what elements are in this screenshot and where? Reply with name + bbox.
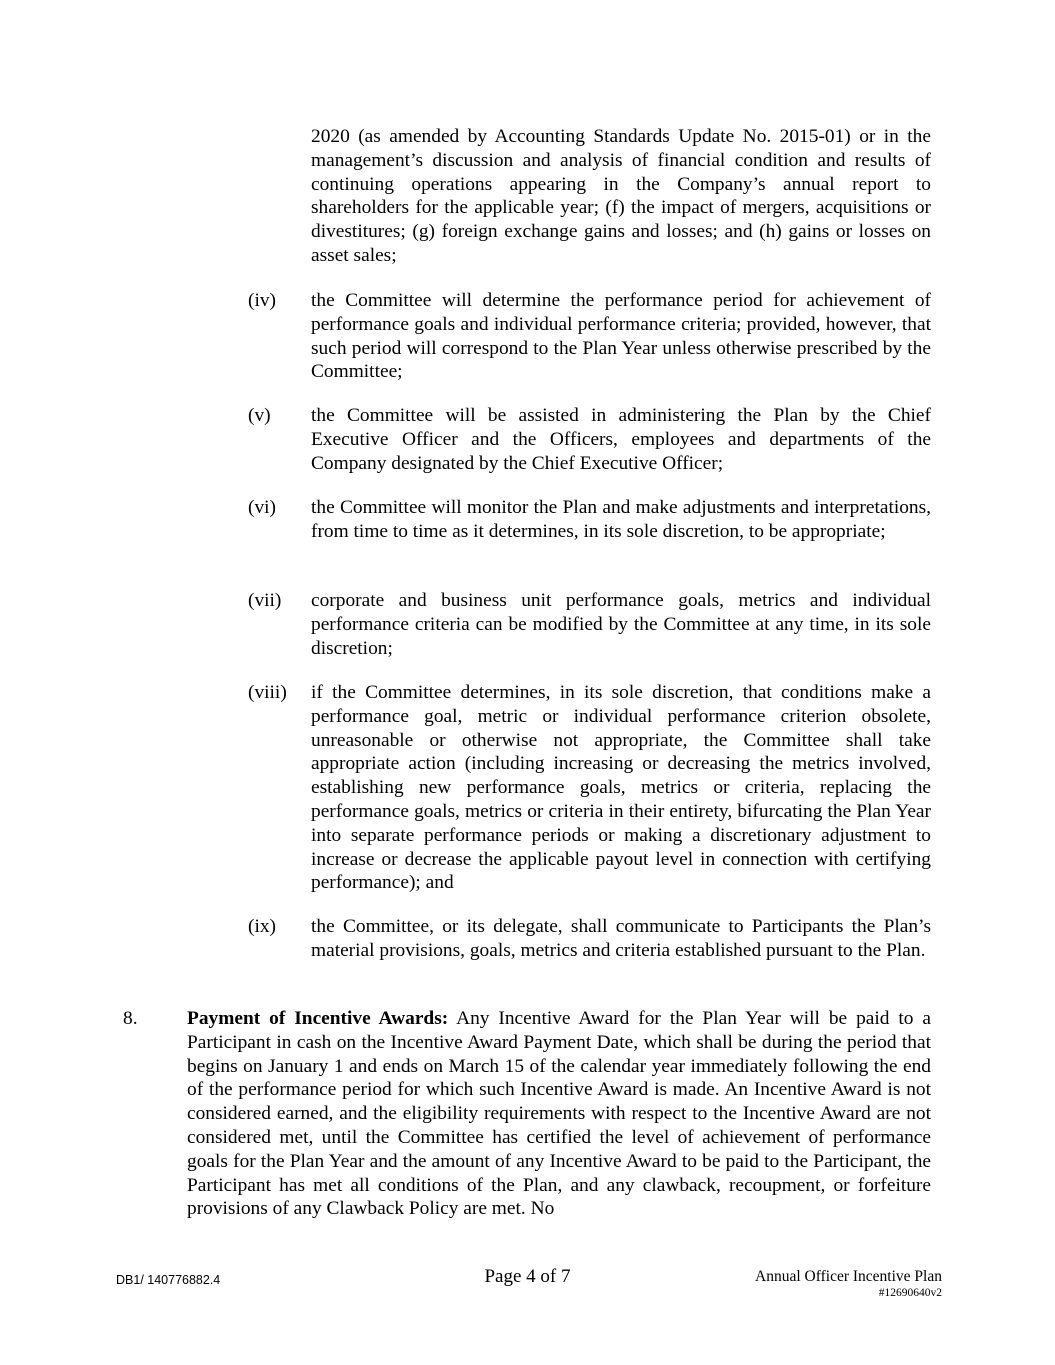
- footer-right: [755, 1268, 942, 1300]
- list-item-label: (iv): [248, 290, 276, 311]
- footer-plan-title: Annual Officer Incentive Plan: [755, 1268, 942, 1285]
- footer-doc-id: DB1/ 140776882.4: [116, 1273, 221, 1287]
- list-item-text: the Committee will monitor the Plan and make adjustments and interpretations, from time to time as it determines, in its sole discretion, to be appropriate;: [311, 497, 931, 542]
- list-item-label: (v): [248, 405, 271, 426]
- list-item-label: (viii): [248, 682, 287, 703]
- section-number: 8.: [123, 1008, 138, 1029]
- list-item-text: the Committee will determine the performance period for achievement of performance goals and individual performance criteria; provided, however, that such period will correspond to the Plan Year unless otherwise prescribed by the Committee;: [311, 290, 931, 383]
- section-body: [187, 1007, 931, 1221]
- list-item-text: if the Committee determines, in its sole discretion, that conditions make a performance goal, metric or individual performance criterion obsolete, unreasonable or otherwise not appropriate, the Committee shall take appropriate action (including increasing or decreasing the metrics involved, establishing new performance goals, metrics or criteria, replacing the performance goals, metrics or criteria in their entirety, bifurcating the Plan Year into separate performance periods or making a discretionary adjustment to increase or decrease the applicable payout level in connection with certifying performance); and: [311, 682, 931, 894]
- list-item-label: (ix): [248, 916, 276, 937]
- section-text: Any Incentive Award for the Plan Year will be paid to a Participant in cash on the Incentive Award Payment Date, which shall be during the period that begins on January 1 and ends on March 15 of the calendar year immediately following the end of the performance period for which such Incentive Award is made. An Incentive Award is not considered earned, and the eligibility requirements with respect to the Incentive Award are not considered met, until the Committee has certified the level of achievement of performance goals for the Plan Year and the amount of any Incentive Award to be paid to the Participant, the Participant has met all conditions of the Plan, and any clawback, recoupment, or forfeiture provisions of any Clawback Policy are met. No: [187, 1008, 931, 1220]
- list-item-text: the Committee will be assisted in administering the Plan by the Chief Executive Officer and the Officers, employees and departments of the Company designated by the Chief Executive Officer;: [311, 405, 931, 474]
- footer-page-number: Page 4 of 7: [484, 1266, 571, 1287]
- list-item-text: corporate and business unit performance goals, metrics and individual performance criteria can be modified by the Committee at any time, in its sole discretion;: [311, 590, 931, 659]
- list-item-text: the Committee, or its delegate, shall communicate to Participants the Plan’s material provisions, goals, metrics and criteria established pursuant to the Plan.: [311, 916, 931, 961]
- list-item-label: (vii): [248, 590, 282, 611]
- section-heading: Payment of Incentive Awards:: [187, 1008, 449, 1029]
- footer-ref: #12690640v2: [878, 1287, 942, 1299]
- list-item-label: (vi): [248, 497, 276, 518]
- continuation-paragraph: 2020 (as amended by Accounting Standards Update No. 2015-01) or in the management’s discussion and analysis of financial condition and results of continuing operations appearing in the Company’s annual report to shareholders for the applicable year; (f) the impact of mergers, acquisitions or divestitures; (g) foreign exchange gains and losses; and (h) gains or losses on asset sales;: [311, 126, 931, 266]
